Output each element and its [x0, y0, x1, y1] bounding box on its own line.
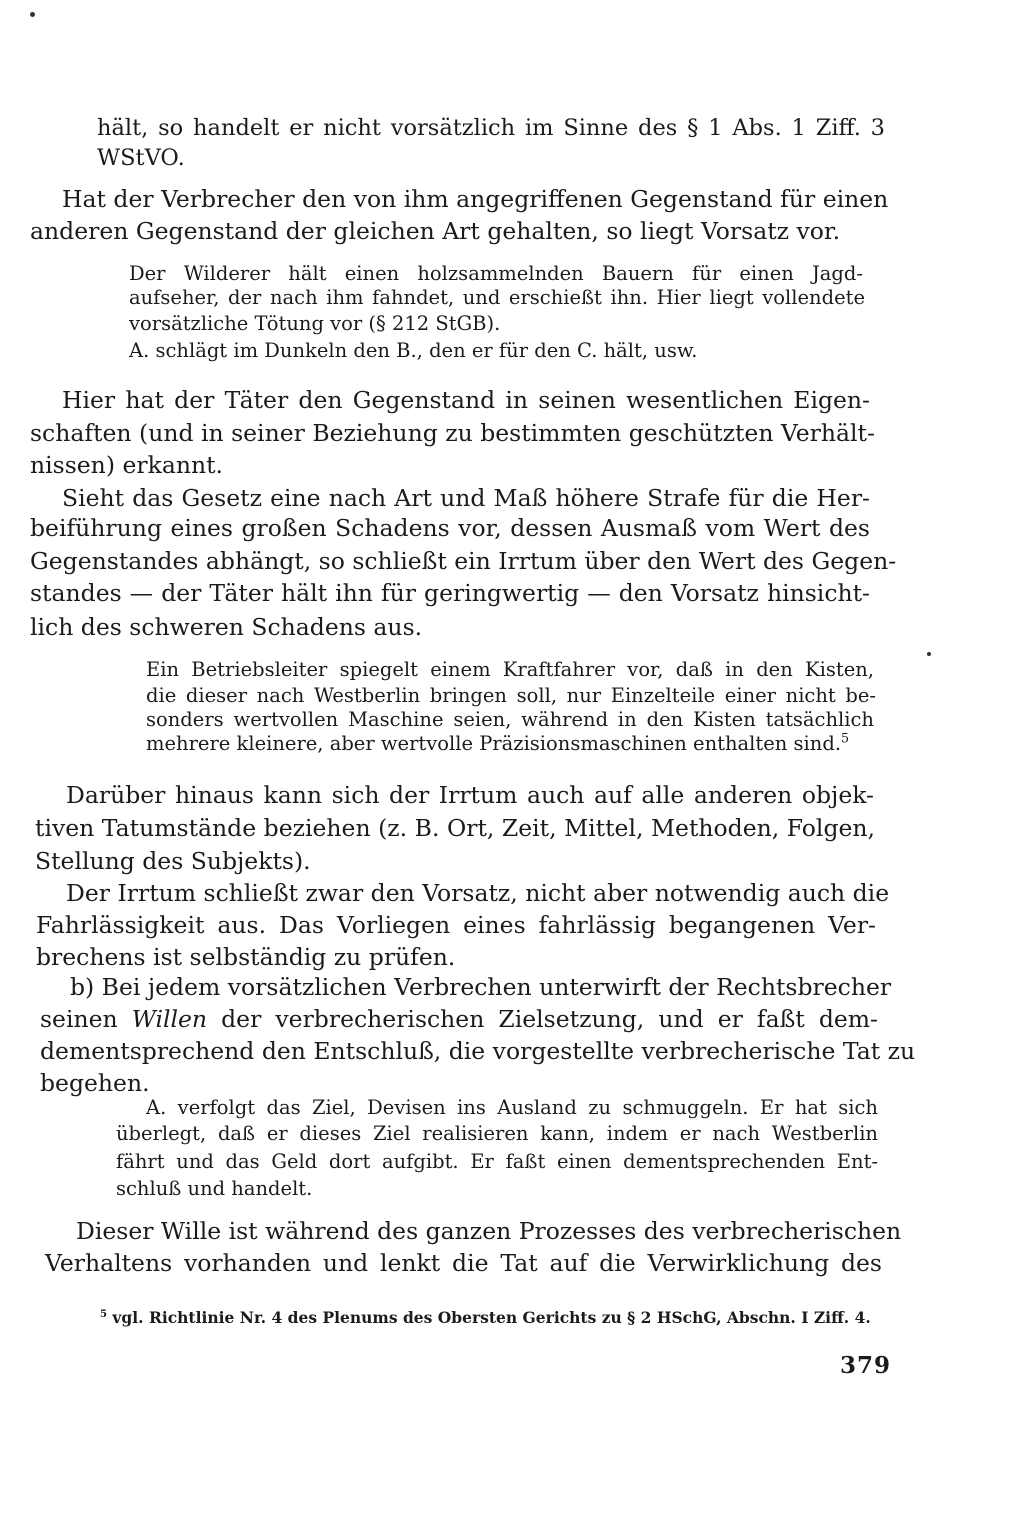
- example-line: vorsätzliche Tötung vor (§ 212 StGB).: [129, 312, 501, 335]
- text-line: hält, so handelt er nicht vorsätzlich im Sinne des § 1 Abs. 1 Ziff. 3: [97, 115, 885, 141]
- text-segment: der verbrecherischen Zielsetzung, und er faßt dem-: [207, 1005, 878, 1033]
- paragraph-line: Sieht das Gesetz eine nach Art und Maß höhere Strafe für die Her-: [62, 484, 870, 512]
- paragraph-line: nissen) erkannt.: [30, 451, 224, 479]
- example-line: schluß und handelt.: [116, 1177, 313, 1200]
- paragraph-line: Hier hat der Täter den Gegenstand in seinen wesentlichen Eigen-: [62, 386, 870, 414]
- example-line: Der Wilderer hält einen holzsammelnden Bauern für einen Jagd-: [129, 262, 863, 285]
- example-line: überlegt, daß er dieses Ziel realisieren kann, indem er nach Westberlin: [116, 1122, 878, 1145]
- footnote-reference: 5: [841, 730, 850, 746]
- paragraph-line: dementsprechend den Entschluß, die vorgestellte verbrecherische Tat zu: [40, 1037, 916, 1065]
- paragraph-line: Hat der Verbrecher den von ihm angegriffenen Gegenstand für einen: [62, 185, 889, 213]
- footnote-text: vgl. Richtlinie Nr. 4 des Plenums des Obersten Gerichts zu § 2 HSchG, Abschn. I Ziff. 4.: [112, 1308, 871, 1327]
- page-number: 379: [840, 1352, 892, 1379]
- example-line: aufseher, der nach ihm fahndet, und erschießt ihn. Hier liegt vollendete: [129, 286, 865, 309]
- paragraph-line: [40, 1004, 878, 1034]
- paragraph-line: Verhaltens vorhanden und lenkt die Tat auf die Verwirklichung des: [45, 1249, 882, 1277]
- emphasized-word: Willen: [131, 1005, 208, 1033]
- paragraph-line: lich des schweren Schadens aus.: [30, 613, 423, 641]
- paragraph-line: Stellung des Subjekts).: [35, 847, 311, 875]
- paragraph-line: b) Bei jedem vorsätzlichen Verbrechen unterwirft der Rechtsbrecher: [70, 973, 892, 1001]
- example-line: fährt und das Geld dort aufgibt. Er faßt einen dementsprechenden Ent-: [116, 1150, 878, 1173]
- paragraph-line: anderen Gegenstand der gleichen Art gehalten, so liegt Vorsatz vor.: [30, 217, 841, 245]
- example-line: Ein Betriebsleiter spiegelt einem Kraftfahrer vor, daß in den Kisten,: [146, 658, 874, 681]
- footnote: [100, 1308, 871, 1328]
- paragraph-line: beiführung eines großen Schadens vor, dessen Ausmaß vom Wert des: [30, 514, 870, 542]
- paragraph-line: tiven Tatumstände beziehen (z. B. Ort, Zeit, Mittel, Methoden, Folgen,: [35, 814, 875, 842]
- paragraph-line: Gegenstandes abhängt, so schließt ein Irrtum über den Wert des Gegen-: [30, 547, 897, 575]
- example-text: mehrere kleinere, aber wertvolle Präzisionsmaschinen enthalten sind.: [146, 732, 842, 755]
- example-line: sonders wertvollen Maschine seien, während in den Kisten tatsächlich: [146, 708, 874, 731]
- scan-mark: [927, 652, 931, 656]
- paragraph-line: schaften (und in seiner Beziehung zu bestimmten geschützten Verhält-: [30, 419, 875, 447]
- example-line: A. verfolgt das Ziel, Devisen ins Ausland zu schmuggeln. Er hat sich: [146, 1096, 878, 1119]
- paragraph-line: Der Irrtum schließt zwar den Vorsatz, nicht aber notwendig auch die: [66, 879, 890, 907]
- text-line: WStVO.: [97, 145, 185, 171]
- paragraph-line: Darüber hinaus kann sich der Irrtum auch auf alle anderen objek-: [66, 781, 874, 809]
- paragraph-line: brechens ist selbständig zu prüfen.: [36, 943, 456, 971]
- paragraph-line: begehen.: [40, 1069, 150, 1097]
- example-line: [146, 732, 849, 756]
- scan-mark: [30, 12, 35, 17]
- paragraph-line: Dieser Wille ist während des ganzen Prozesses des verbrecherischen: [76, 1217, 902, 1245]
- paragraph-line: Fahrlässigkeit aus. Das Vorliegen eines fahrlässig begangenen Ver-: [36, 911, 876, 939]
- example-line: die dieser nach Westberlin bringen soll, nur Einzelteile einer nicht be-: [146, 684, 876, 707]
- text-segment: seinen: [40, 1005, 132, 1033]
- paragraph-line: standes — der Täter hält ihn für geringwertig — den Vorsatz hinsicht-: [30, 579, 870, 607]
- example-line: A. schlägt im Dunkeln den B., den er für den C. hält, usw.: [129, 339, 698, 362]
- footnote-marker: 5: [100, 1308, 108, 1320]
